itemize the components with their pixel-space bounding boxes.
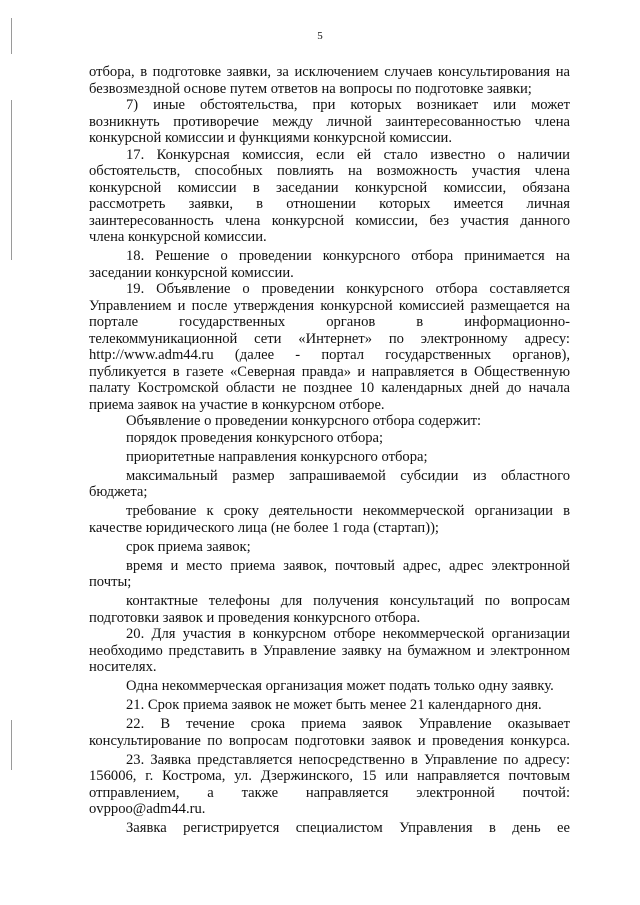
text-line: Заявка регистрируется специалистом Управления в день ее [126,820,570,836]
text-line: конкурсной комиссии в заседании конкурсной комиссии, обязана [89,179,570,196]
text-line: требование к сроку деятельности некоммерческой организации в [126,503,570,519]
text-line: члена конкурсной комиссии. [89,229,267,245]
text-line: отправлением, а также направляется электронной почтой: [89,784,570,801]
text-line: портале государственных органов в информационно- [89,314,570,330]
text-line: приема заявок на участие в конкурсном отборе. [89,396,385,413]
text-line: максимальный размер запрашиваемой субсидии из областного [126,467,570,484]
text-line: рассмотреть заявки, в отношении которых имеется личная [89,196,570,212]
text-line: публикуется в газете «Северная правда» и направляется в Общественную [89,363,570,380]
text-line: носителях. [89,659,157,675]
text-line: телекоммуникационной сети «Интернет» по электронному адресу: [89,330,570,347]
text-line: 21. Срок приема заявок не может быть менее 21 календарного дня. [126,697,542,713]
text-line: заседании конкурсной комиссии. [89,264,294,281]
text-line: необходимо представить в Управление заявку на бумажном и электронном [89,642,570,659]
text-line: порядок проведения конкурсного отбора; [126,429,384,446]
text-line: 18. Решение о проведении конкурсного отбора принимается на [126,248,570,264]
text-line: заинтересованность члена конкурсной комиссии, без участия данного [89,212,570,229]
text-line: Одна некоммерческая организация может подать только одну заявку. [126,678,554,694]
page-number: 5 [317,30,323,42]
text-line: http://www.adm44.ru (далее - портал государственных органов), [89,347,570,363]
text-line: 7) иные обстоятельства, при которых возникает или может [126,97,570,113]
text-line: палату Костромской области не позднее 10 календарных дней до начала [89,380,570,396]
scan-margin-mark [11,720,12,770]
text-line: почты; [89,574,132,590]
text-line: 17. Конкурсная комиссия, если ей стало известно о наличии [126,146,570,163]
text-line: приоритетные направления конкурсного отбора; [126,448,428,465]
text-line: бюджета; [89,484,148,500]
text-line: 23. Заявка представляется непосредственно в Управление по адресу: [126,751,570,768]
document-body [89,64,570,837]
text-line: ovppoo@adm44.ru. [89,801,206,817]
text-line: Объявление о проведении конкурсного отбора содержит: [126,413,482,429]
text-line: время и место приема заявок, почтовый адрес, адрес электронной [126,557,570,574]
text-line: 22. В течение срока приема заявок Управление оказывает [126,716,570,732]
text-line: 20. Для участия в конкурсном отборе некоммерческой организации [126,626,570,642]
text-line: безвозмездной основе путем ответов на вопросы по подготовке заявки; [89,80,532,97]
text-line: обстоятельств, способных повлиять на возможность участия члена [89,163,570,179]
text-line: качестве юридического лица (не более 1 года (стартап)); [89,519,439,536]
text-line: срок приема заявок; [126,538,251,555]
text-line: возникнуть противоречие между личной заинтересованностью члена [89,113,570,130]
text-line: контактные телефоны для получения консультаций по вопросам [126,593,570,609]
text-line: Управлением и после утверждения конкурсной комиссией размещается на [89,297,570,314]
text-line: конкурсной комиссии и функциями конкурсной комиссии. [89,130,452,146]
text-line: подготовки заявок и проведения конкурсного отбора. [89,609,421,626]
text-line: 156006, г. Кострома, ул. Дзержинского, 15 или направляется почтовым [89,768,570,784]
text-line: отбора, в подготовке заявки, за исключением случаев консультирования на [89,64,570,80]
text-line: консультирование по вопросам подготовки заявок и проведения конкурса. [89,732,570,749]
scan-margin-mark [11,100,12,260]
text-line: 19. Объявление о проведении конкурсного отбора составляется [126,281,570,297]
